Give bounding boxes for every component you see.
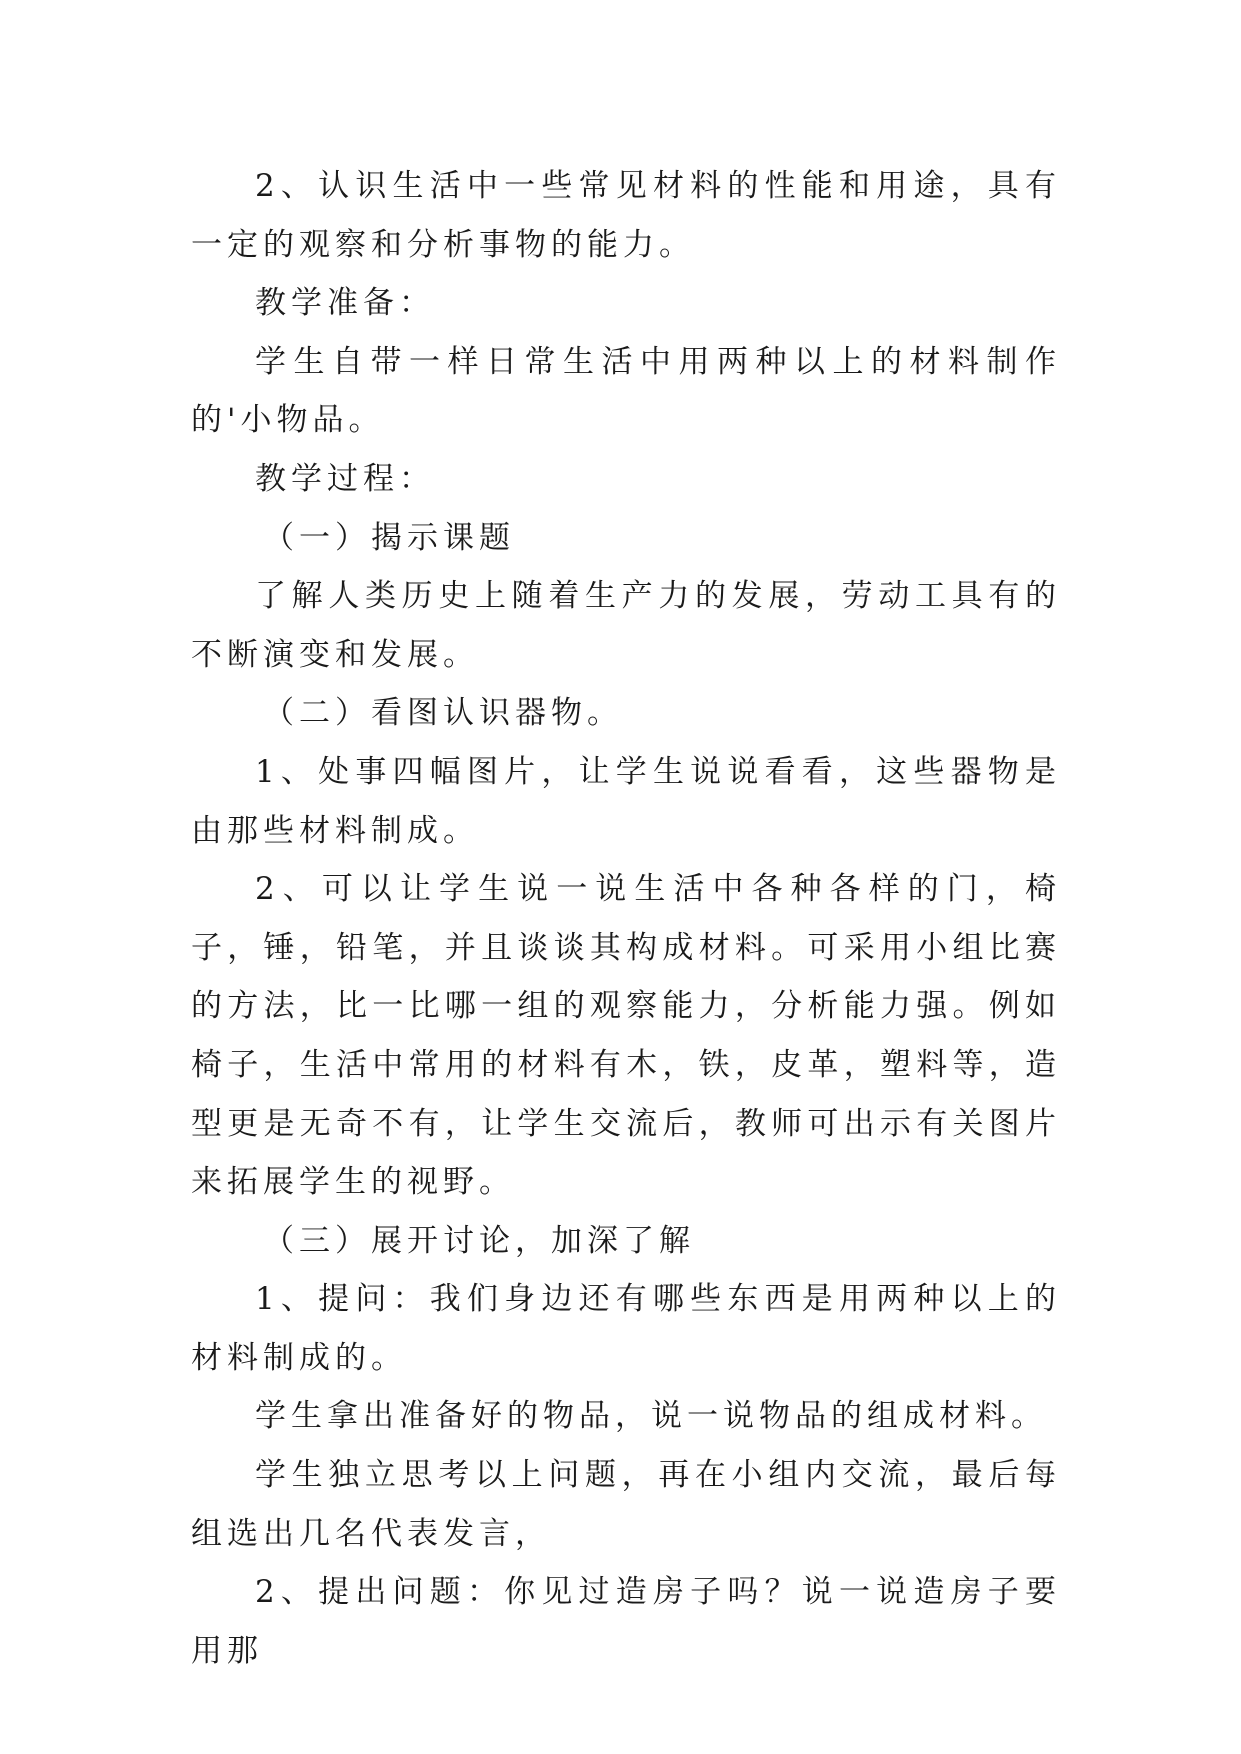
section-heading-3: （三）展开讨论，加深了解 — [263, 1222, 695, 1259]
section-heading-2: （二）看图认识器物。 — [263, 695, 623, 732]
paragraph-section-2-item-2: 2、可以让学生说一说生活中各种各样的门，椅子，锤，铅笔，并且谈谈其构成材料。可采用小组比赛的方法，比一比哪一组的观察能力，分析能力强。例如椅子，生活中常用的材料有木，铁，皮革，塑料等，造型更是无奇不有，让学生交流后，教师可出示有关图片来拓展学生的视野。 — [191, 871, 1061, 1201]
section-heading-1: （一）揭示课题 — [263, 519, 515, 556]
paragraph-section-1-body: 了解人类历史上随着生产力的发展，劳动工具有的不断演变和发展。 — [191, 578, 1061, 673]
paragraph-objective-2: 2、认识生活中一些常见材料的性能和用途，具有一定的观察和分析事物的能力。 — [191, 168, 1061, 263]
paragraph-section-2-item-1: 1、处事四幅图片，让学生说说看看，这些器物是由那些材料制成。 — [191, 753, 1061, 849]
paragraph-section-3-item-1: 1、提问：我们身边还有哪些东西是用两种以上的材料制成的。 — [191, 1281, 1061, 1376]
document-body — [191, 157, 1061, 1680]
paragraph-section-3-item-2: 2、提出问题：你见过造房子吗？说一说造房子要用那 — [191, 1574, 1061, 1669]
paragraph-section-3-students-items: 学生拿出准备好的物品，说一说物品的组成材料。 — [255, 1398, 1047, 1435]
paragraph-teaching-process-heading: 教学过程： — [255, 460, 435, 497]
paragraph-teaching-preparation-heading: 教学准备： — [255, 285, 435, 322]
paragraph-teaching-preparation: 学生自带一样日常生活中用两种以上的材料制作的'小物品。 — [191, 343, 1061, 439]
paragraph-section-3-students-discussion: 学生独立思考以上问题，再在小组内交流，最后每组选出几名代表发言， — [191, 1457, 1061, 1552]
